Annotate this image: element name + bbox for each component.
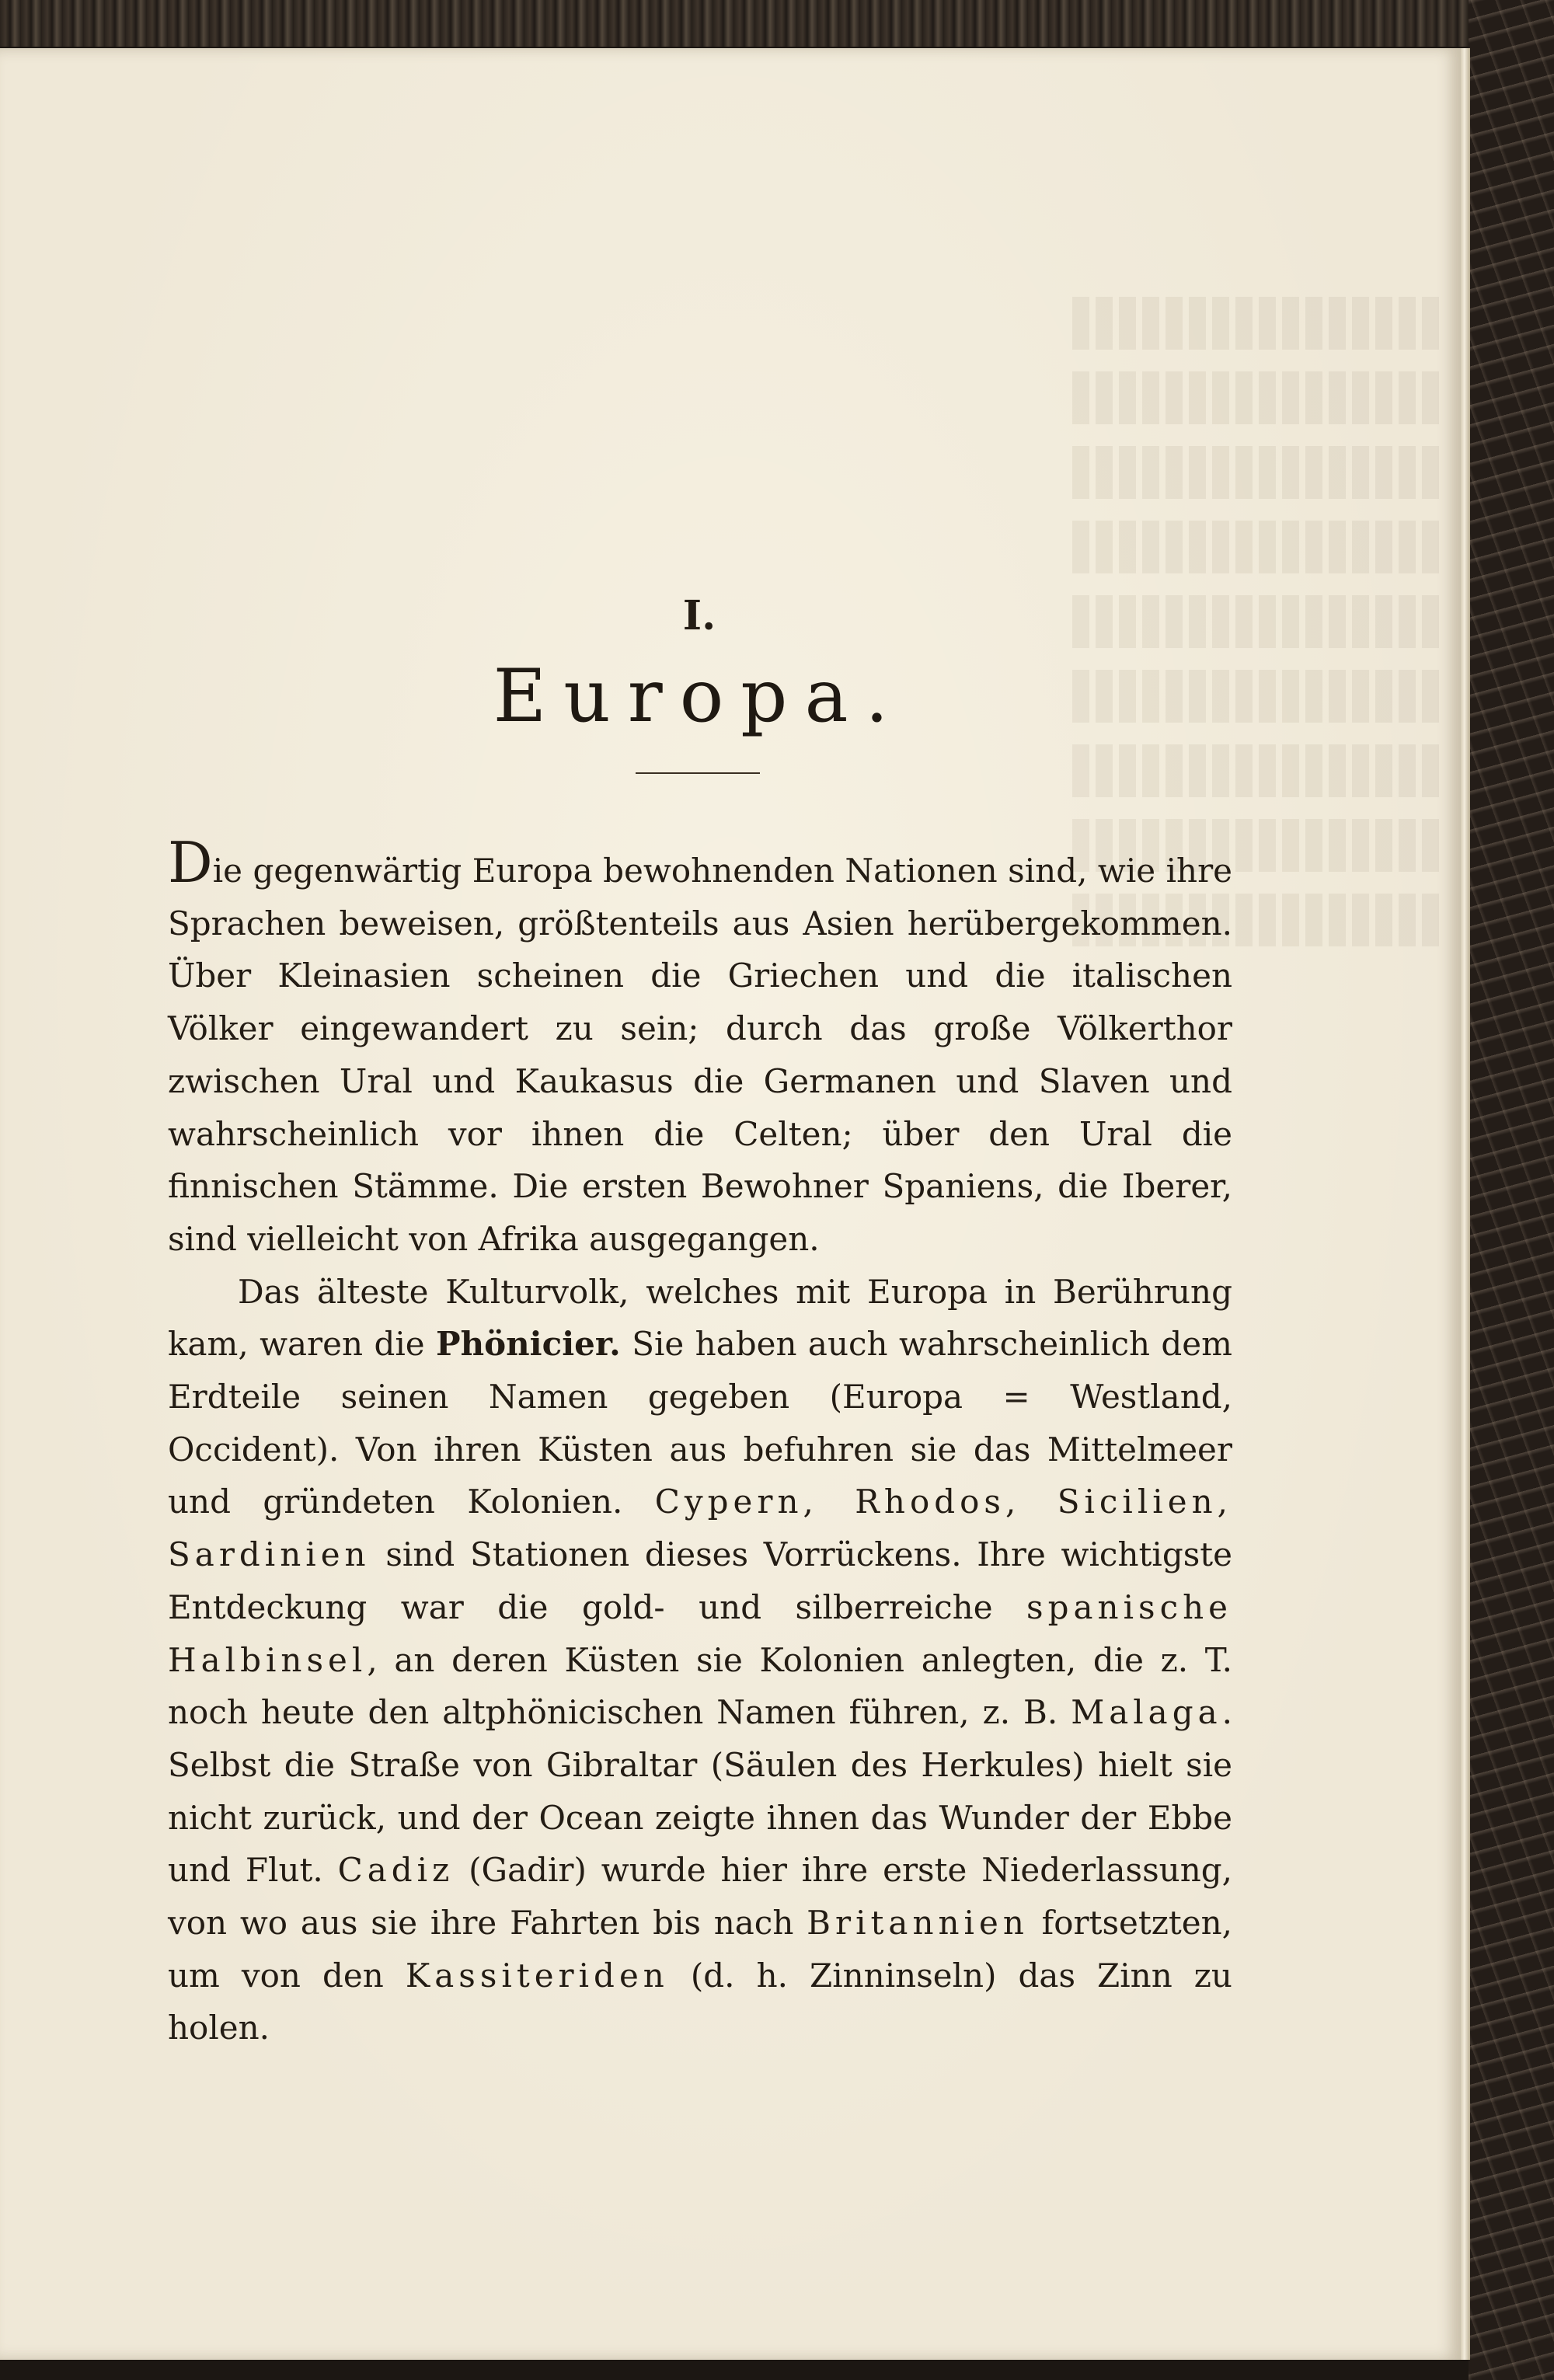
marbled-cover-edge <box>1469 0 1554 2380</box>
chapter-numeral: I. <box>682 592 716 639</box>
text-run: . Selbst die Straße von Gibraltar (Säulen des Herkules) hielt sie nicht zurück, und der Ocean zeigte ihnen das Wunder der Ebbe und Flut. <box>168 1693 1232 1890</box>
book-top-edge <box>0 0 1554 47</box>
text-run: fortsetzten, um von den <box>168 1904 1232 1995</box>
spaced-places: Cypern, Rhodos, Sicilien, Sardinien <box>168 1483 1232 1574</box>
text-run: (d. h. Zinninseln) das Zinn zu holen. <box>168 1956 1232 2047</box>
drop-cap: D <box>168 830 213 895</box>
title-rule <box>636 772 760 774</box>
book-page <box>0 48 1461 2360</box>
spaced-peninsula: spanische Halbinsel <box>168 1587 1232 1679</box>
text-run: (Gadir) wurde hier ihre erste Niederlassung, von wo aus sie ihre Fahrten bis nach <box>168 1851 1232 1943</box>
paragraph-1-text: ie gegenwärtig Europa bewohnenden Nationen sind, wie ihre Sprachen beweisen, größtenteils aus Asien herübergekommen. Über Kleinasien scheinen die Griechen und die italischen Völker eingewandert zu sein; durch das große Völkerthor zwischen Ural und Kaukasus die Germanen und Slaven und wahrscheinlich vor ihnen die Celten; über den Ural die finnischen Stämme. Die ersten Bewohner Spaniens, die Iberer, sind vielleicht von Afrika ausgegangen. <box>168 852 1232 1258</box>
term-phoenicians: Phönicier. <box>436 1325 621 1364</box>
text-run: Sie haben auch wahrscheinlich dem Erdteile seinen Namen gegeben (Europa = Westland, Occident). Von ihren Küsten aus befuhren sie das Mittelmeer und gründeten Kolonien. <box>168 1325 1232 1521</box>
spaced-kassiteriden: Kassiteriden <box>405 1956 669 1995</box>
body-text <box>168 830 1232 2054</box>
text-run: , an deren Küsten sie Kolonien anlegten, die z. T. noch heute den altphönicischen Namen führen, z. B. <box>168 1640 1232 1732</box>
paragraph-1 <box>168 830 1232 1266</box>
page-stack-edge <box>1461 48 1470 2360</box>
chapter-title: Europa. <box>493 654 906 739</box>
paragraph-2 <box>168 1266 1232 2055</box>
text-run: Das älteste Kulturvolk, welches mit Europa in Berührung kam, waren die <box>168 1272 1232 1364</box>
text-run: sind Stationen dieses Vorrückens. Ihre wichtigste Entdeckung war die gold- und silberreiche <box>168 1535 1232 1626</box>
spaced-britannien: Britannien <box>807 1904 1029 1943</box>
spaced-cadiz: Cadiz <box>337 1851 455 1890</box>
spaced-malaga: Malaga <box>1071 1693 1222 1732</box>
